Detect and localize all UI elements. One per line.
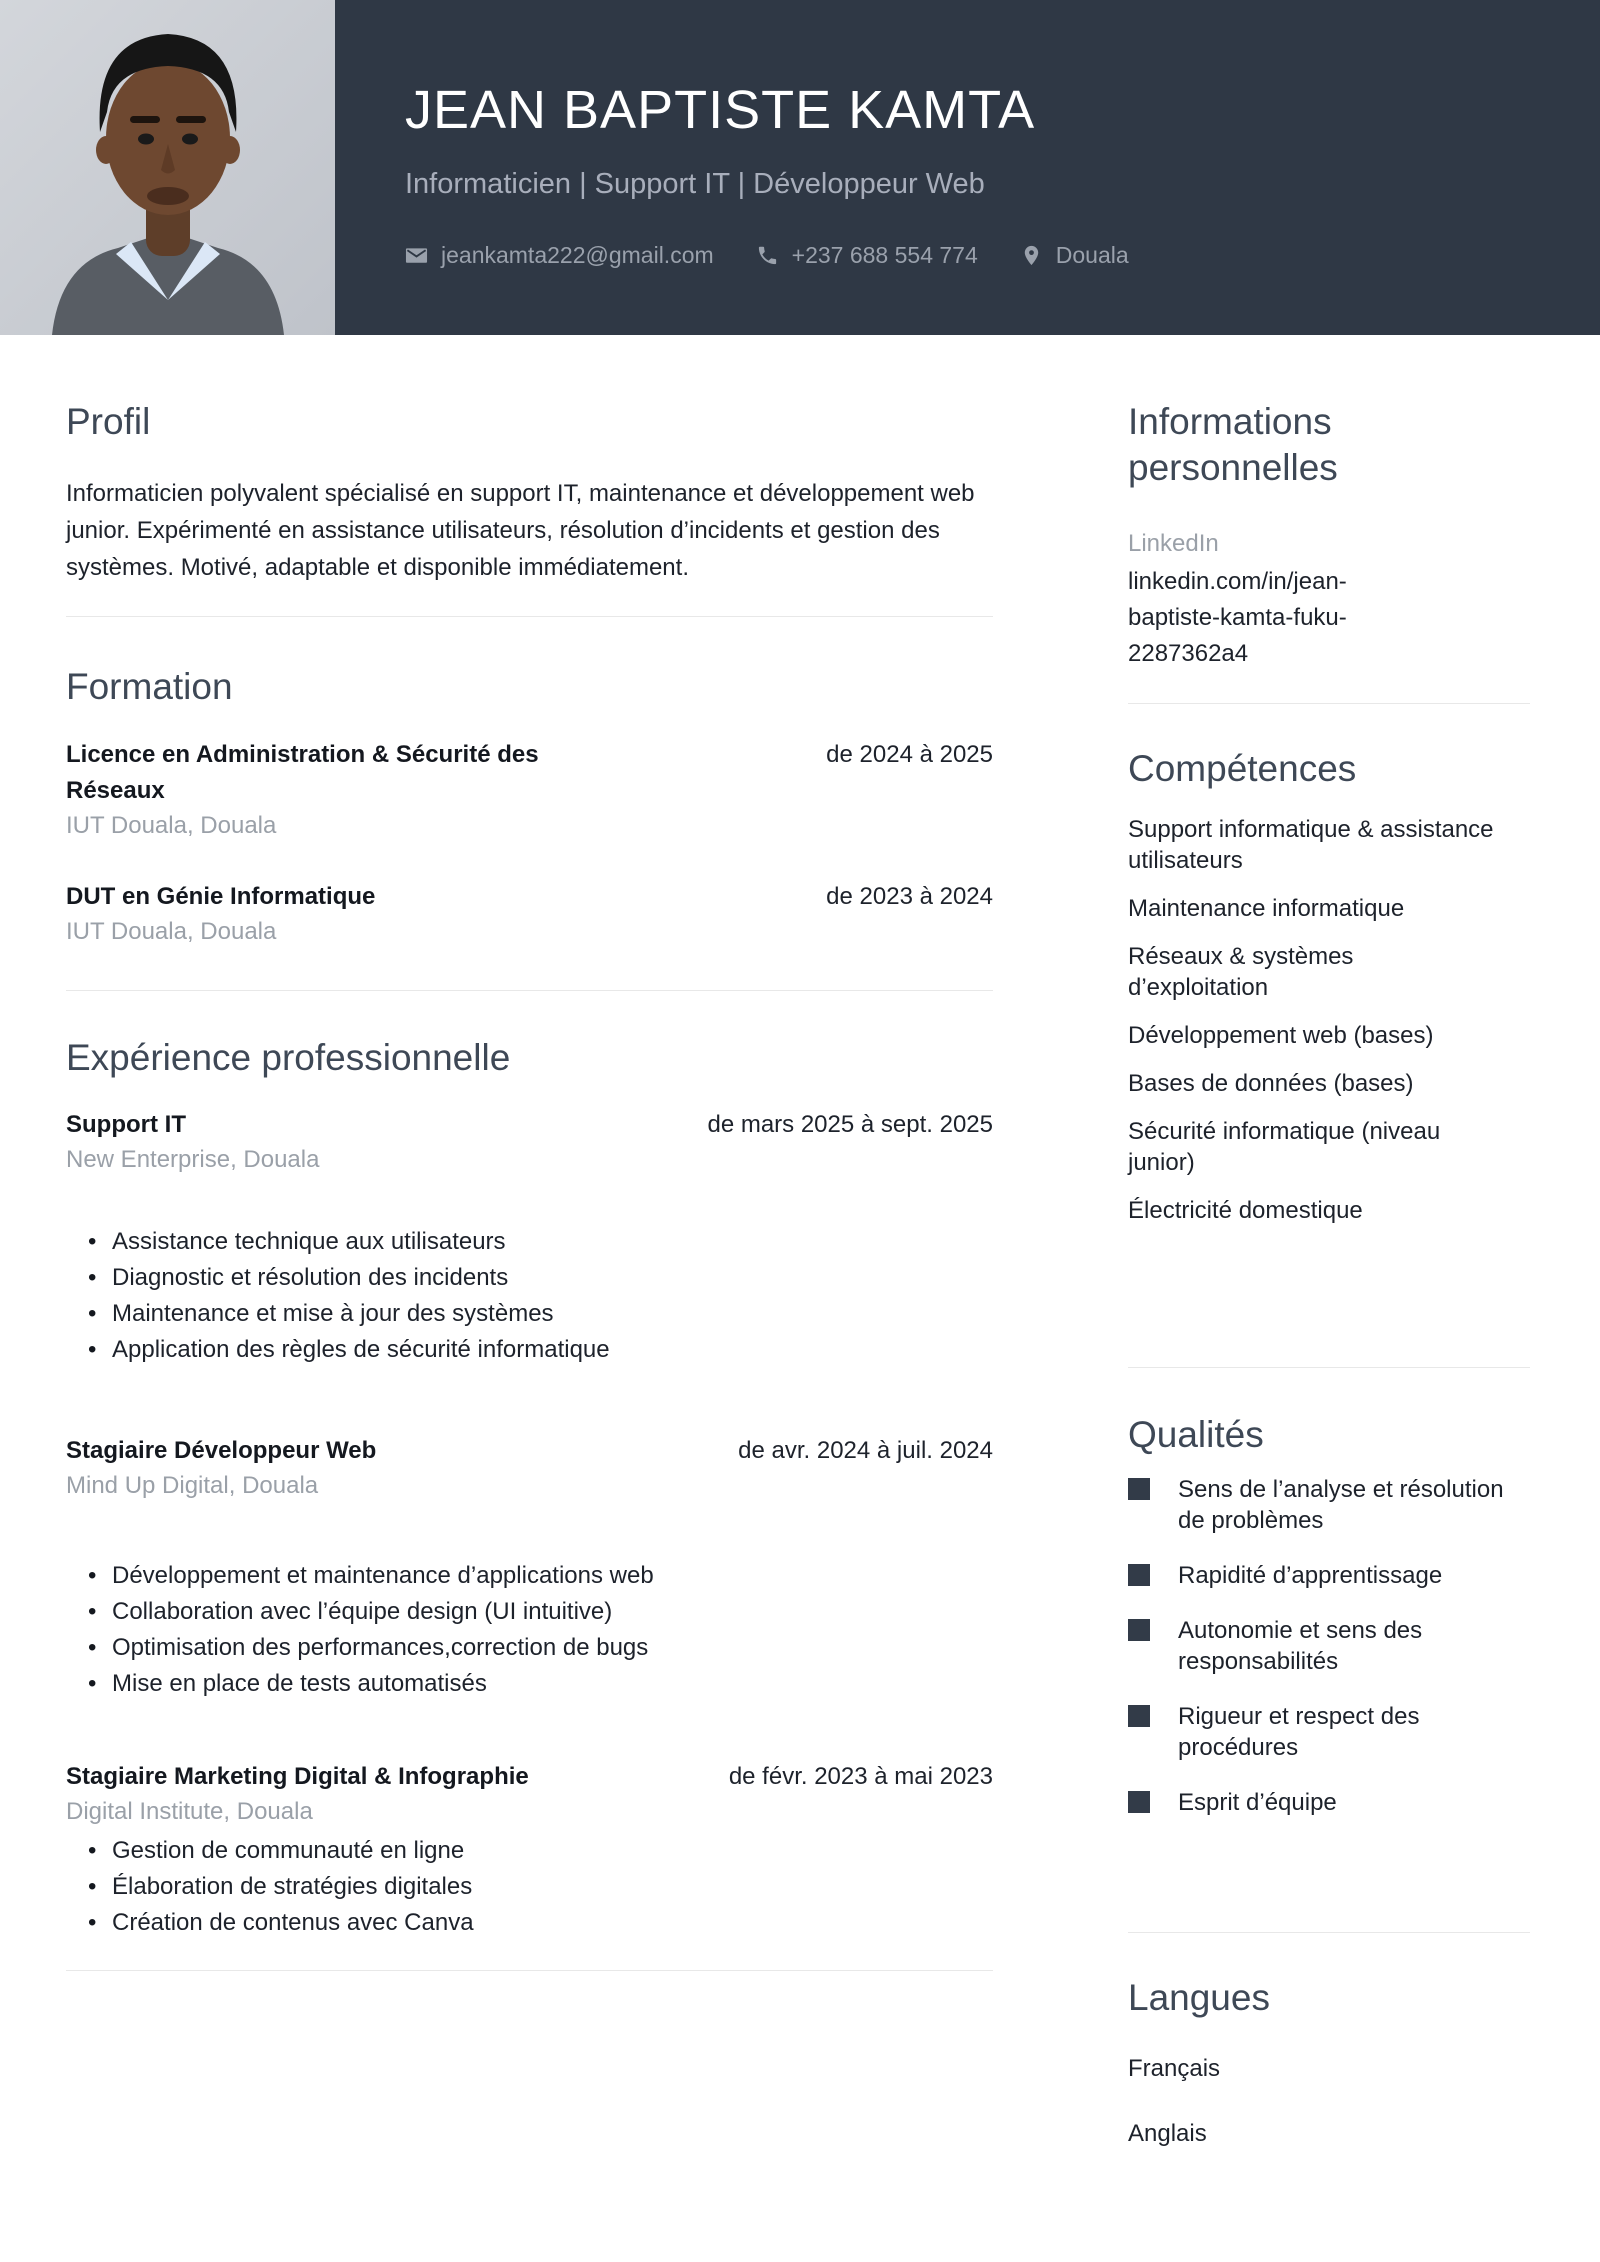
email-icon xyxy=(405,244,428,267)
header-subtitle: Informaticien | Support IT | Développeur Web xyxy=(405,168,985,200)
main-column xyxy=(66,335,993,2149)
linkedin-url: linkedin.com/in/jean-baptiste-kamta-fuku-2287362a4 xyxy=(1128,568,1347,667)
skill-item: Réseaux & systèmes d’exploitation xyxy=(1128,943,1354,1001)
job-bullet-list xyxy=(66,1558,993,1702)
quality-item xyxy=(1128,1560,1530,1591)
degree-school: IUT Douala, Douala xyxy=(66,812,277,839)
job-bullet: • Création de contenus avec Canva xyxy=(66,1905,993,1941)
section-title-infos: Informations personnelles xyxy=(1128,401,1338,488)
job-dates: de mars 2025 à sept. 2025 xyxy=(707,1111,993,1138)
profil-text: Informaticien polyvalent spécialisé en support IT, maintenance et développement web junior. Expérimenté en assistance utilisateurs, résolution d’incidents et gestion des systèmes. Motivé, adaptable et disponible immédiatement. xyxy=(66,480,975,581)
quality-text: Esprit d’équipe xyxy=(1178,1789,1337,1816)
job-bullet: • Application des règles de sécurité informatique xyxy=(66,1332,993,1368)
contact-phone-text: +237 688 554 774 xyxy=(791,242,978,268)
job-bullet: • Mise en place de tests automatisés xyxy=(66,1666,993,1702)
job-bullet-list xyxy=(66,1833,993,1941)
skill-item: Sécurité informatique (niveau junior) xyxy=(1128,1118,1441,1176)
square-bullet-icon xyxy=(1128,1564,1150,1586)
portrait-illustration xyxy=(0,0,335,335)
language-item: Anglais xyxy=(1128,2120,1207,2147)
header xyxy=(0,0,1600,335)
degree-dates: de 2023 à 2024 xyxy=(826,883,993,910)
job-bullet: • Développement et maintenance d’applications web xyxy=(66,1558,993,1594)
contact-email xyxy=(405,242,714,269)
job-company: Mind Up Digital, Douala xyxy=(66,1472,319,1499)
formation-entry xyxy=(66,879,993,947)
quality-text: Rigueur et respect des procédures xyxy=(1178,1703,1420,1761)
qualities-list xyxy=(1128,1474,1530,1818)
job-bullet-list xyxy=(66,1224,993,1368)
divider xyxy=(66,990,993,991)
quality-text: Sens de l’analyse et résolution de problèmes xyxy=(1178,1476,1504,1534)
job-bullet: • Collaboration avec l’équipe design (UI intuitive) xyxy=(66,1594,993,1630)
divider xyxy=(1128,1932,1530,1933)
degree-school: IUT Douala, Douala xyxy=(66,918,277,945)
section-title-langues: Langues xyxy=(1128,1977,1270,2018)
degree-dates: de 2024 à 2025 xyxy=(826,741,993,768)
section-title-experience: Expérience professionnelle xyxy=(66,1037,511,1078)
linkedin-label: LinkedIn xyxy=(1128,530,1219,557)
quality-item xyxy=(1128,1787,1530,1818)
language-item: Français xyxy=(1128,2055,1221,2082)
header-content xyxy=(335,0,1129,335)
quality-item xyxy=(1128,1474,1530,1536)
quality-text: Autonomie et sens des responsabilités xyxy=(1178,1617,1423,1675)
profile-photo xyxy=(0,0,335,335)
skill-item: Maintenance informatique xyxy=(1128,895,1405,922)
job-dates: de avr. 2024 à juil. 2024 xyxy=(738,1437,993,1464)
divider xyxy=(66,616,993,617)
job-title: Support IT xyxy=(66,1111,186,1138)
quality-item xyxy=(1128,1701,1530,1763)
job-dates: de févr. 2023 à mai 2023 xyxy=(728,1763,993,1790)
contact-phone xyxy=(756,242,978,269)
job-bullet: • Assistance technique aux utilisateurs xyxy=(66,1224,993,1260)
name: JEAN BAPTISTE KAMTA xyxy=(405,80,1036,140)
square-bullet-icon xyxy=(1128,1791,1150,1813)
phone-icon xyxy=(756,244,779,267)
job-title: Stagiaire Développeur Web xyxy=(66,1437,377,1464)
divider xyxy=(1128,703,1530,704)
section-title-formation: Formation xyxy=(66,666,233,707)
section-title-competences: Compétences xyxy=(1128,748,1357,789)
skills-list xyxy=(1128,814,1530,1226)
experience-entry xyxy=(66,1759,993,1941)
body-columns xyxy=(0,335,1600,2149)
skill-item: Électricité domestique xyxy=(1128,1197,1363,1224)
quality-text: Rapidité d’apprentissage xyxy=(1178,1562,1443,1589)
job-bullet: • Diagnostic et résolution des incidents xyxy=(66,1260,993,1296)
job-company: Digital Institute, Douala xyxy=(66,1798,313,1825)
skill-item: Développement web (bases) xyxy=(1128,1022,1434,1049)
divider xyxy=(66,1970,993,1971)
experience-entry xyxy=(66,1433,993,1702)
contact-email-text: jeankamta222@gmail.com xyxy=(441,242,714,268)
job-bullet: • Optimisation des performances,correction de bugs xyxy=(66,1630,993,1666)
contact-location xyxy=(1020,242,1129,269)
quality-item xyxy=(1128,1615,1530,1677)
job-company: New Enterprise, Douala xyxy=(66,1146,320,1173)
degree-title: DUT en Génie Informatique xyxy=(66,883,376,910)
contact-row xyxy=(405,242,1129,269)
degree-title: Licence en Administration & Sécurité des Réseaux xyxy=(66,741,539,804)
location-icon xyxy=(1020,244,1043,267)
experience-entry xyxy=(66,1107,993,1368)
job-bullet: • Maintenance et mise à jour des systèmes xyxy=(66,1296,993,1332)
skill-item: Support informatique & assistance utilisateurs xyxy=(1128,816,1494,874)
square-bullet-icon xyxy=(1128,1619,1150,1641)
formation-entry xyxy=(66,737,993,841)
divider xyxy=(1128,1367,1530,1368)
contact-location-text: Douala xyxy=(1055,242,1129,268)
sidebar-column xyxy=(1128,335,1530,2149)
job-bullet: • Gestion de communauté en ligne xyxy=(66,1833,993,1869)
job-bullet: • Élaboration de stratégies digitales xyxy=(66,1869,993,1905)
square-bullet-icon xyxy=(1128,1705,1150,1727)
section-title-profil: Profil xyxy=(66,401,151,442)
job-title: Stagiaire Marketing Digital & Infographie xyxy=(66,1763,529,1790)
square-bullet-icon xyxy=(1128,1478,1150,1500)
skill-item: Bases de données (bases) xyxy=(1128,1070,1414,1097)
section-title-qualites: Qualités xyxy=(1128,1414,1264,1455)
